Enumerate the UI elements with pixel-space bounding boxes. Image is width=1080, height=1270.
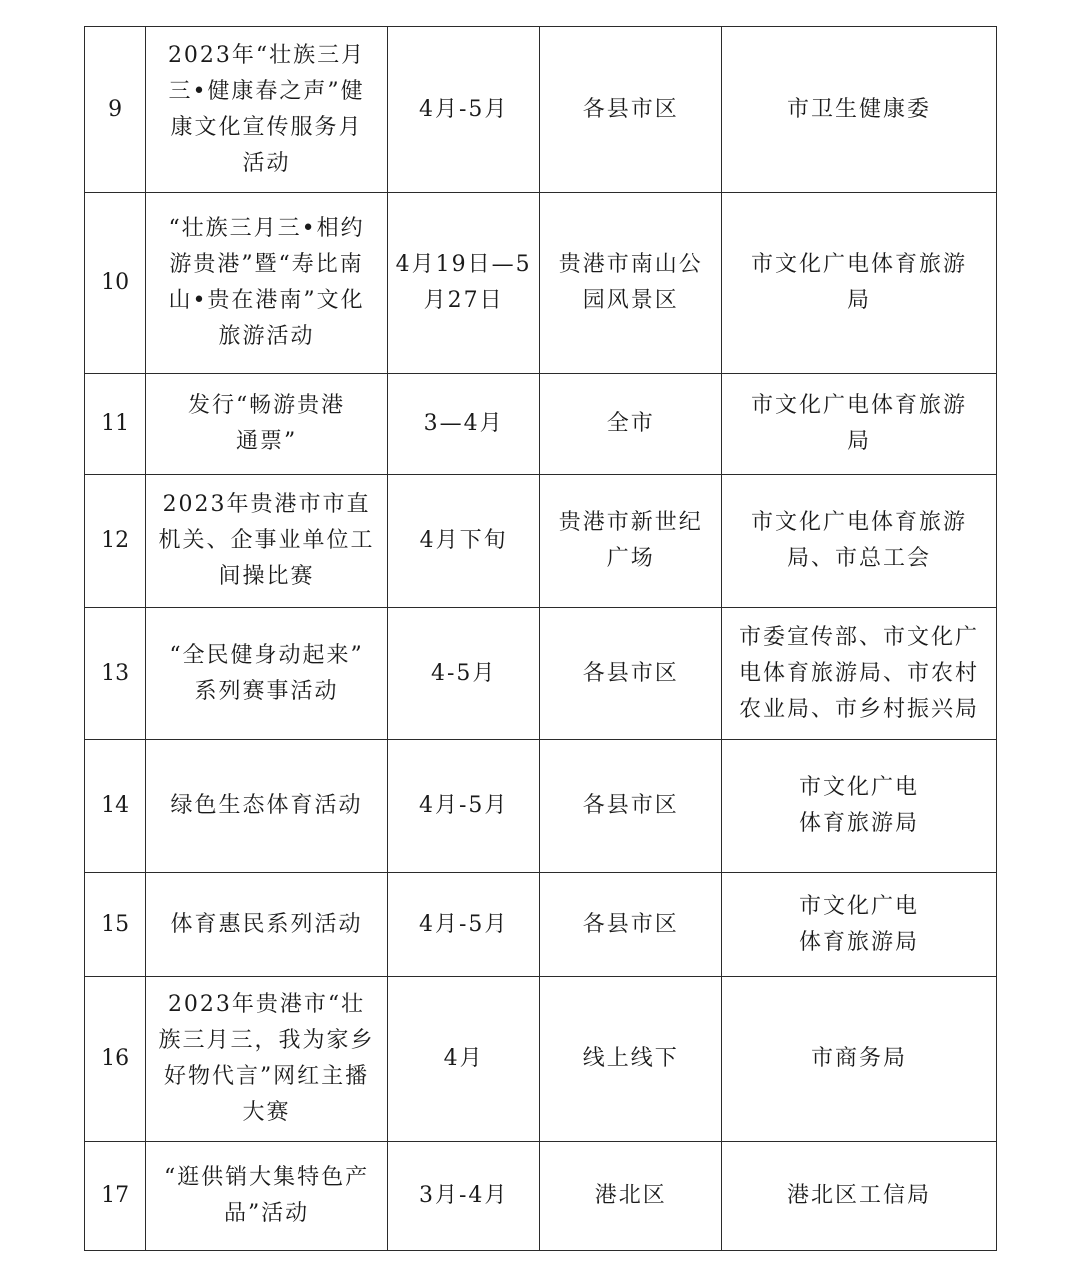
activity-schedule-table <box>84 26 997 1251</box>
organizer: 市文化广电 体育旅游局 <box>721 740 996 873</box>
organizer: 市文化广电体育旅游 局 <box>721 374 996 475</box>
activity-location: 贵港市南山公 园风景区 <box>540 193 722 374</box>
activity-name: 体育惠民系列活动 <box>146 873 388 977</box>
row-number: 16 <box>85 977 146 1142</box>
organizer: 市文化广电体育旅游 局、市总工会 <box>721 475 996 608</box>
activity-location: 线上线下 <box>540 977 722 1142</box>
organizer: 港北区工信局 <box>721 1142 996 1251</box>
activity-location: 全市 <box>540 374 722 475</box>
organizer: 市委宣传部、市文化广 电体育旅游局、市农村 农业局、市乡村振兴局 <box>721 608 996 740</box>
table-row <box>85 1142 997 1251</box>
activity-location: 各县市区 <box>540 27 722 193</box>
table-row <box>85 27 997 193</box>
organizer: 市商务局 <box>721 977 996 1142</box>
activity-name: “逛供销大集特色产 品”活动 <box>146 1142 388 1251</box>
row-number: 15 <box>85 873 146 977</box>
activity-time: 4月-5月 <box>387 873 540 977</box>
activity-name: 发行“畅游贵港 通票” <box>146 374 388 475</box>
organizer: 市文化广电体育旅游 局 <box>721 193 996 374</box>
row-number: 12 <box>85 475 146 608</box>
table-row <box>85 977 997 1142</box>
activity-name: 2023年“壮族三月 三•健康春之声”健 康文化宣传服务月 活动 <box>146 27 388 193</box>
activity-time: 4月下旬 <box>387 475 540 608</box>
activity-time: 4月19日—5 月27日 <box>387 193 540 374</box>
organizer: 市卫生健康委 <box>721 27 996 193</box>
table-row <box>85 193 997 374</box>
activity-time: 4-5月 <box>387 608 540 740</box>
table-row <box>85 475 997 608</box>
table-row <box>85 608 997 740</box>
row-number: 17 <box>85 1142 146 1251</box>
activity-name: “全民健身动起来” 系列赛事活动 <box>146 608 388 740</box>
activity-location: 港北区 <box>540 1142 722 1251</box>
table-row <box>85 873 997 977</box>
activity-time: 4月-5月 <box>387 27 540 193</box>
activity-time: 3月-4月 <box>387 1142 540 1251</box>
activity-location: 各县市区 <box>540 608 722 740</box>
activity-time: 3—4月 <box>387 374 540 475</box>
row-number: 9 <box>85 27 146 193</box>
table-row <box>85 374 997 475</box>
activity-location: 各县市区 <box>540 873 722 977</box>
activity-name: “壮族三月三•相约 游贵港”暨“寿比南 山•贵在港南”文化 旅游活动 <box>146 193 388 374</box>
row-number: 10 <box>85 193 146 374</box>
table-row <box>85 740 997 873</box>
row-number: 13 <box>85 608 146 740</box>
activity-location: 各县市区 <box>540 740 722 873</box>
row-number: 14 <box>85 740 146 873</box>
activity-location: 贵港市新世纪 广场 <box>540 475 722 608</box>
activity-time: 4月 <box>387 977 540 1142</box>
organizer: 市文化广电 体育旅游局 <box>721 873 996 977</box>
activity-name: 绿色生态体育活动 <box>146 740 388 873</box>
activity-time: 4月-5月 <box>387 740 540 873</box>
row-number: 11 <box>85 374 146 475</box>
activity-name: 2023年贵港市市直 机关、企事业单位工 间操比赛 <box>146 475 388 608</box>
activity-name: 2023年贵港市“壮 族三月三，我为家乡 好物代言”网红主播 大赛 <box>146 977 388 1142</box>
